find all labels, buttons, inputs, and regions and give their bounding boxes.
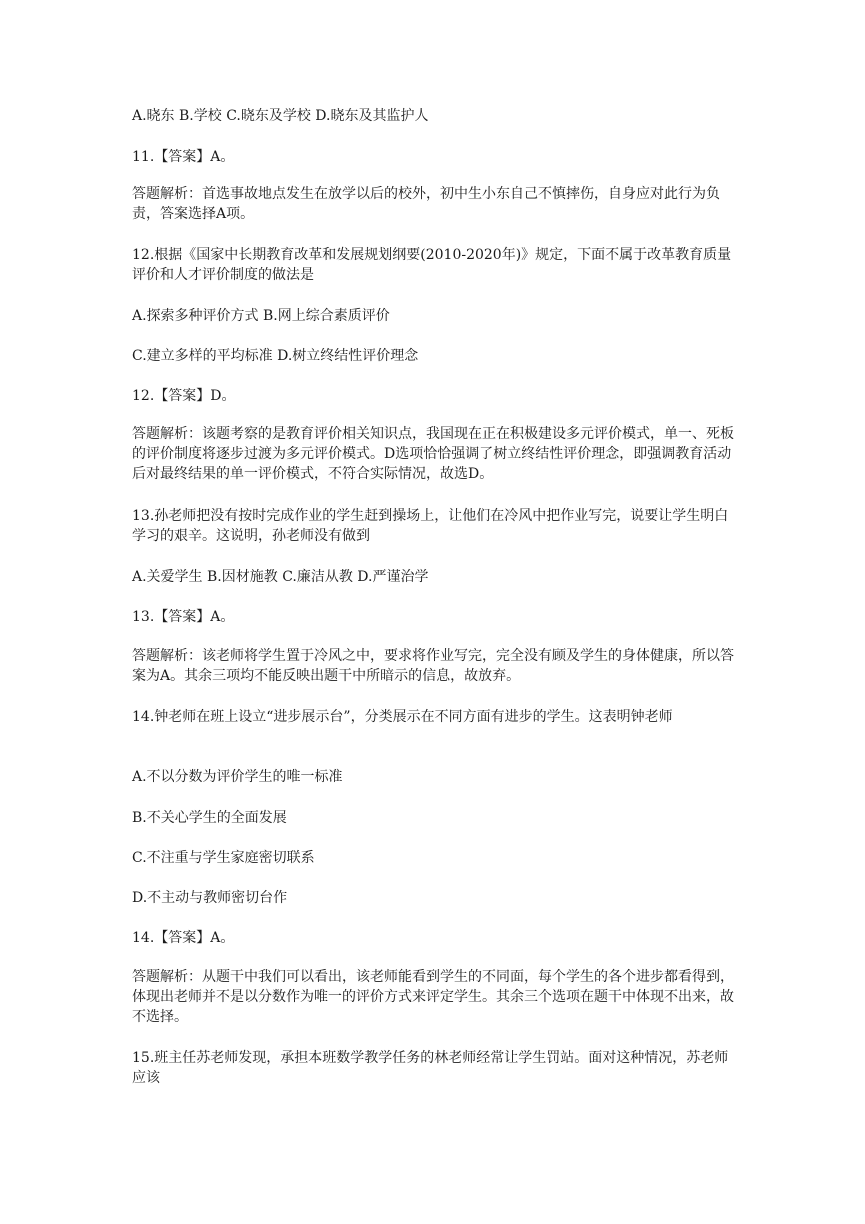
q14-option-c: C.不注重与学生家庭密切联系	[132, 850, 315, 866]
q13-explanation: 答题解析：该老师将学生置于冷风之中，要求将作业写完，完全没有顾及学生的身体健康，所以答案为A。其余三项均不能反映出题干中所暗示的信息，故放弃。	[132, 648, 734, 684]
q15-question: 15.班主任苏老师发现，承担本班数学教学任务的林老师经常让学生罚站。面对这种情况，苏老师应该	[132, 1050, 729, 1086]
q11-explanation: 答题解析：首选事故地点发生在放学以后的校外，初中生小东自己不慎摔伤，自身应对此行为负责，答案选择A项。	[132, 186, 720, 222]
q14-question: 14.钟老师在班上设立“进步展示台”，分类展示在不同方面有进步的学生。这表明钟老师	[132, 709, 673, 725]
q12-options-ab: A.探索多种评价方式 B.网上综合素质评价	[132, 308, 390, 324]
q10-options: A.晓东 B.学校 C.晓东及学校 D.晓东及其监护人	[132, 108, 429, 124]
q14-option-a: A.不以分数为评价学生的唯一标准	[132, 769, 343, 785]
q13-question: 13.孙老师把没有按时完成作业的学生赶到操场上，让他们在冷风中把作业写完，说要让学生明白学习的艰辛。这说明，孙老师没有做到	[132, 508, 729, 544]
q11-answer: 11.【答案】A。	[132, 149, 235, 165]
q12-answer: 12.【答案】D。	[132, 388, 236, 404]
q12-question: 12.根据《国家中长期教育改革和发展规划纲要(2010-2020年)》规定，下面不属于改革教育质量评价和人才评价制度的做法是	[132, 247, 732, 283]
q14-option-b: B.不关心学生的全面发展	[132, 810, 287, 826]
q12-options-cd: C.建立多样的平均标准 D.树立终结性评价理念	[132, 348, 419, 364]
q12-explanation: 答题解析：该题考察的是教育评价相关知识点，我国现在正在积极建设多元评价模式，单一、死板的评价制度将逐步过渡为多元评价模式。D选项恰恰强调了树立终结性评价理念，即强调教育活动后对最终结果的单一评价模式，不符合实际情况，故选D。	[132, 426, 734, 482]
q13-options: A.关爱学生 B.因材施教 C.廉洁从教 D.严谨治学	[132, 569, 429, 585]
q14-explanation: 答题解析：从题干中我们可以看出，该老师能看到学生的不同面，每个学生的各个进步都看得到，体现出老师并不是以分数作为唯一的评价方式来评定学生。其余三个选项在题干中体现不出来，故不选择。	[132, 969, 734, 1025]
q14-option-d: D.不主动与教师密切台作	[132, 890, 288, 906]
q14-answer: 14.【答案】A。	[132, 930, 235, 946]
q13-answer: 13.【答案】A。	[132, 609, 235, 625]
